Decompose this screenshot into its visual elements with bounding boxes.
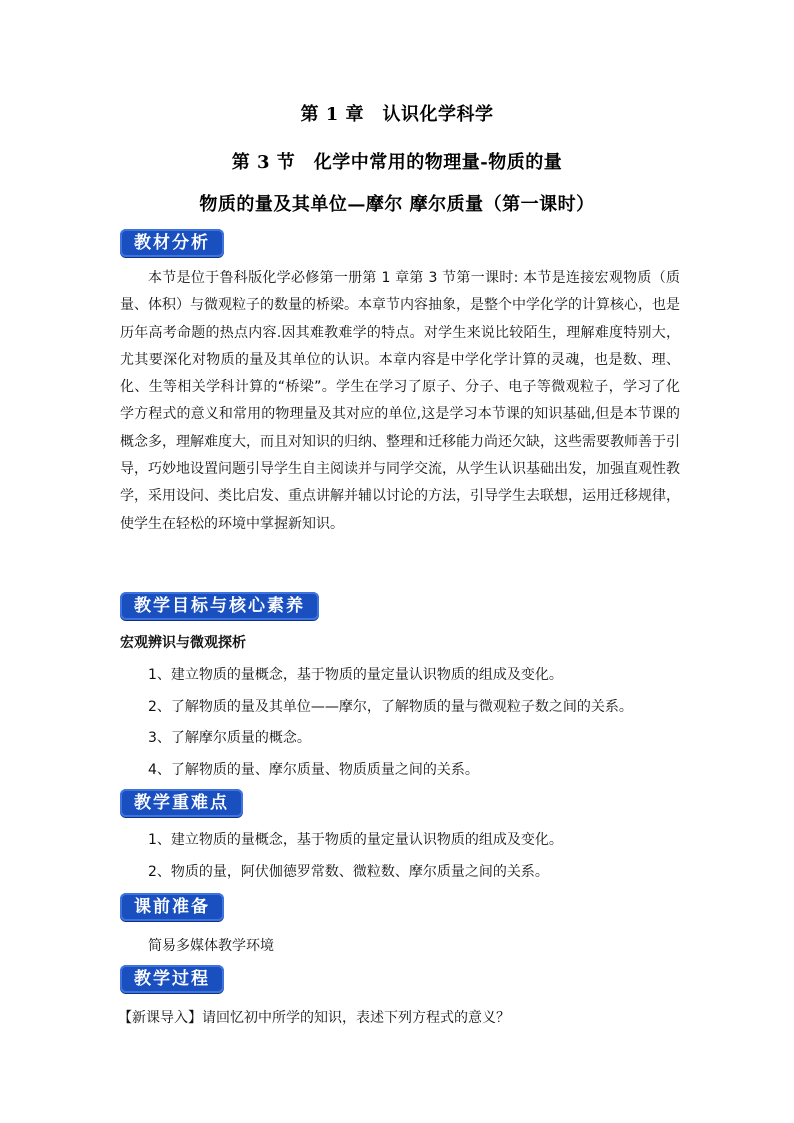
keypoints-badge: 教学重难点 bbox=[120, 789, 243, 817]
goal-item: 1、建立物质的量概念，基于物质的量定量认识物质的组成及变化。 bbox=[148, 667, 563, 683]
analysis-badge: 教材分析 bbox=[120, 229, 224, 257]
section-title: 第 3 节 化学中常用的物理量-物质的量 bbox=[231, 152, 563, 173]
prep-badge: 课前准备 bbox=[120, 893, 224, 921]
goals-badge: 教学目标与核心素养 bbox=[120, 592, 319, 620]
analysis-paragraph: 本节是位于鲁科版化学必修第一册第 1 章第 3 节第一课时: 本节是连接宏观物质（质量、体积）与微观粒子的数量的桥梁。本章节内容抽象，是整个中学化学的计算核心，也是历年高考命题的热点内容.因其难教难学的特点。对学生来说比较陌生，理解难度特别大，尤其要深化对物质的量及其单位的认识。本章内容是中学化学计算的灵魂，也是数、理、化、生等相关学科计算的“桥梁”。学生在学习了原子、分子、电子等微观粒子，学习了化学方程式的意义和常用的物理量及其对应的单位,这是学习本节课的知识基础,但是本节课的概念多，理解难度大，而且对知识的归纳、整理和迁移能力尚还欠缺，这些需要教师善于引导，巧妙地设置问题引导学生自主阅读并与同学交流，从学生认识基础出发，加强直观性教学，采用设问、类比启发、重点讲解并辅以讨论的方法，引导学生去联想，运用迁移规律，使学生在轻松的环境中掌握新知识。 bbox=[120, 270, 680, 532]
prep-text: 简易多媒体教学环境 bbox=[148, 938, 274, 954]
process-badge: 教学过程 bbox=[120, 965, 224, 993]
goal-item: 4、了解物质的量、摩尔质量、物质质量之间的关系。 bbox=[148, 762, 479, 778]
lesson-title: 物质的量及其单位—摩尔 摩尔质量（第一课时） bbox=[199, 194, 595, 215]
goal-item: 2、了解物质的量及其单位——摩尔，了解物质的量与微观粒子数之间的关系。 bbox=[148, 699, 633, 715]
chapter-title: 第 1 章 认识化学科学 bbox=[300, 104, 494, 125]
goal-item: 3、了解摩尔质量的概念。 bbox=[148, 730, 311, 746]
process-intro: 【新课导入】请回忆初中所学的知识，表述下列方程式的意义？ bbox=[118, 1010, 510, 1026]
keypoint-item: 1、建立物质的量概念，基于物质的量定量认识物质的组成及变化。 bbox=[148, 832, 563, 848]
keypoint-item: 2、物质的量，阿伏伽德罗常数、微粒数、摩尔质量之间的关系。 bbox=[148, 864, 549, 880]
goals-subtitle: 宏观辨识与微观探析 bbox=[120, 635, 246, 651]
